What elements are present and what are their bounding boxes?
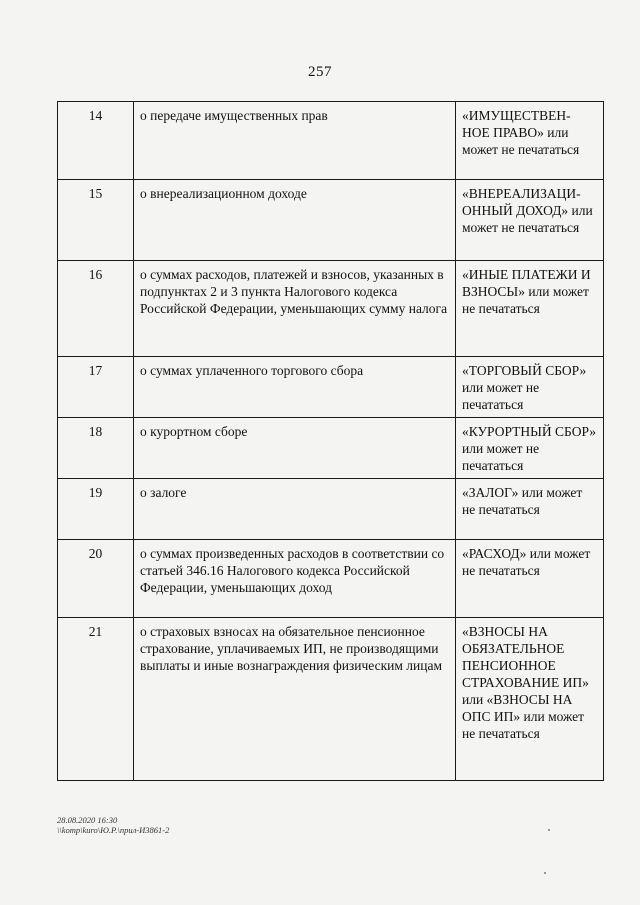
footer-file-path: \\komp\kuro\Ю.Р.\прил-И3861-2 [57,825,170,835]
footer-timestamp: 28.08.2020 16:30 [57,815,118,825]
row-number: 19 [58,479,134,540]
row-number: 20 [58,540,134,618]
scan-speck [548,829,550,831]
row-description: о внереализационном доходе [134,180,456,261]
row-number: 17 [58,357,134,418]
row-print-value: «ЗАЛОГ» или может не печататься [456,479,604,540]
document-footer [57,815,169,835]
page-number: 257 [308,64,332,80]
requisites-table [57,101,604,781]
row-description: о суммах расходов, платежей и взносов, указанных в подпунктах 2 и 3 пункта Налогового кодекса Российской Федерации, уменьшающих сумму налога [134,261,456,357]
row-description: о передаче имущественных прав [134,102,456,180]
row-number: 21 [58,618,134,781]
table-row [58,102,604,180]
row-print-value: «КУРОРТНЫЙ СБОР» или может не печататься [456,418,604,479]
table-row [58,618,604,781]
row-description: о страховых взносах на обязательное пенсионное страхование, уплачиваемых ИП, не производящими выплаты и иные вознаграждения физическим лицам [134,618,456,781]
row-print-value: «РАСХОД» или может не печататься [456,540,604,618]
table-row [58,261,604,357]
row-description: о курортном сборе [134,418,456,479]
row-print-value: «ВЗНОСЫ НА ОБЯЗАТЕЛЬНОЕ ПЕНСИОННОЕ СТРАХОВАНИЕ ИП» или «ВЗНОСЫ НА ОПС ИП» или может не печататься [456,618,604,781]
row-print-value: «ВНЕРЕАЛИЗАЦИ-ОННЫЙ ДОХОД» или может не печататься [456,180,604,261]
row-description: о суммах произведенных расходов в соответствии со статьей 346.16 Налогового кодекса Российской Федерации, уменьшающих доход [134,540,456,618]
table-row [58,180,604,261]
table-row [58,418,604,479]
row-description: о залоге [134,479,456,540]
row-print-value: «ИНЫЕ ПЛАТЕЖИ И ВЗНОСЫ» или может не печататься [456,261,604,357]
row-print-value: «ИМУЩЕСТВЕН-НОЕ ПРАВО» или может не печататься [456,102,604,180]
table-row [58,357,604,418]
table-row [58,540,604,618]
row-number: 15 [58,180,134,261]
scan-speck [544,872,546,874]
row-description: о суммах уплаченного торгового сбора [134,357,456,418]
row-number: 16 [58,261,134,357]
table-row [58,479,604,540]
row-number: 14 [58,102,134,180]
row-number: 18 [58,418,134,479]
row-print-value: «ТОРГОВЫЙ СБОР» или может не печататься [456,357,604,418]
